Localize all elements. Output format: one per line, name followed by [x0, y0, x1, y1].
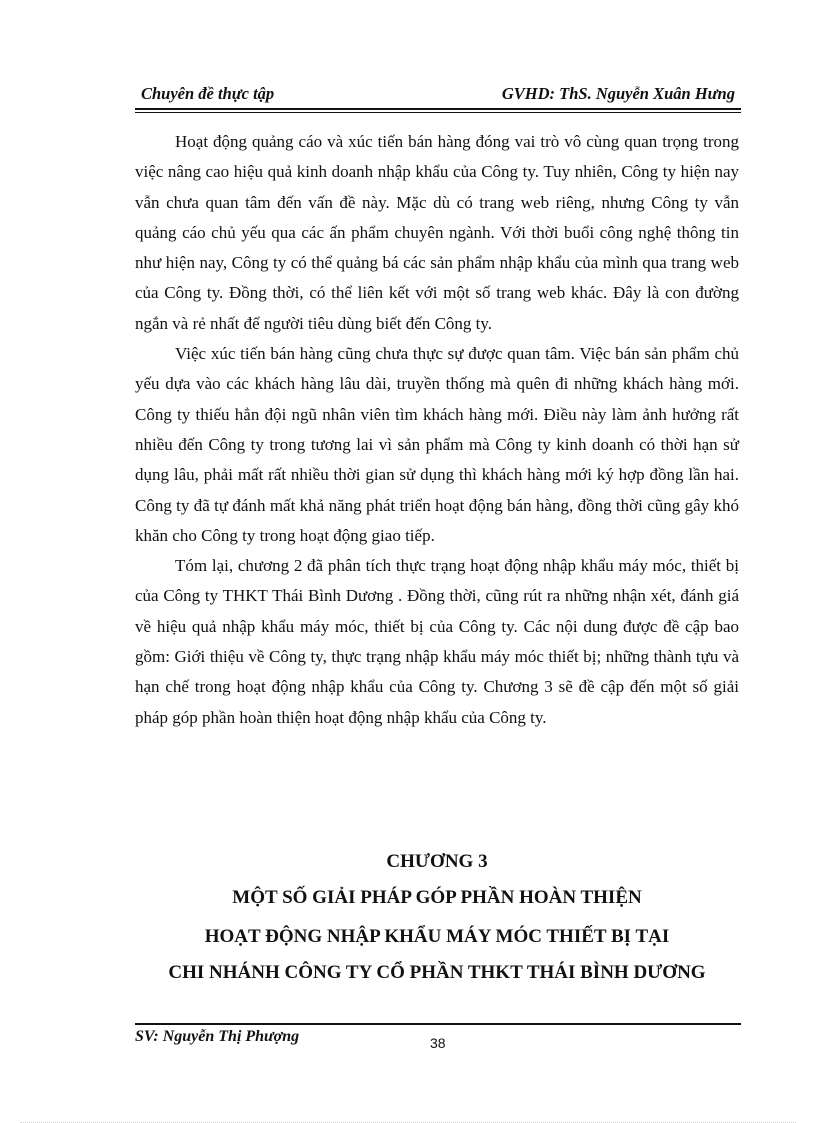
- paragraph-sales-promotion: Việc xúc tiến bán hàng cũng chưa thực sự được quan tâm. Việc bán sản phẩm chủ yếu dựa vào các khách hàng lâu dài, truyền thống mà quên đi những khách hàng mới. Công ty thiếu hẳn đội ngũ nhân viên tìm khách hàng mới. Điều này làm ảnh hưởng rất nhiều đến Công ty trong tương lai vì sản phẩm mà Công ty kinh doanh có thời hạn sử dụng lâu, phải mất rất nhiều thời gian sử dụng thì khách hàng mới ký hợp đồng lần hai. Công ty đã tự đánh mất khả năng phát triển hoạt động bán hàng, đồng thời cũng gây khó khăn cho Công ty trong hoạt động giao tiếp.: [135, 344, 739, 545]
- paragraph-advertising: Hoạt động quảng cáo và xúc tiến bán hàng đóng vai trò vô cùng quan trọng trong việc nâng cao hiệu quả kinh doanh nhập khẩu của Công ty. Tuy nhiên, Công ty hiện nay vẫn chưa quan tâm đến vấn đề này. Mặc dù có trang web riêng, nhưng Công ty vẫn quảng cáo chủ yếu qua các ấn phẩm chuyên ngành. Với thời buổi công nghệ thông tin như hiện nay, Công ty có thể quảng bá các sản phẩm nhập khẩu của mình qua trang web của Công ty. Đồng thời, có thể liên kết với một số trang web khác. Đây là con đường ngắn và rẻ nhất để người tiêu dùng biết đến Công ty.: [135, 132, 739, 333]
- chapter-title-line-3: CHI NHÁNH CÔNG TY CỔ PHẦN THKT THÁI BÌNH DƯƠNG: [168, 962, 706, 983]
- page-header: [135, 80, 741, 110]
- page-number: 38: [430, 1035, 446, 1051]
- header-report-title: Chuyên đề thực tập: [141, 84, 275, 103]
- header-rule: [135, 108, 741, 110]
- header-rule-thin: [135, 112, 741, 113]
- chapter-title-line-2: HOẠT ĐỘNG NHẬP KHẨU MÁY MÓC THIẾT BỊ TẠI: [204, 926, 670, 947]
- chapter-title-line-1: MỘT SỐ GIẢI PHÁP GÓP PHẦN HOÀN THIỆN: [232, 887, 642, 908]
- paragraph-summary: Tóm lại, chương 2 đã phân tích thực trạng hoạt động nhập khẩu máy móc, thiết bị của Công ty THKT Thái Bình Dương . Đồng thời, cũng rút ra những nhận xét, đánh giá về hiệu quả nhập khẩu máy móc, thiết bị của Công ty. Các nội dung được đề cập bao gồm: Giới thiệu về Công ty, thực trạng nhập khẩu máy móc thiết bị; những thành tựu và hạn chế trong hoạt động nhập khẩu của Công ty. Chương 3 sẽ đề cập đến một số giải pháp góp phần hoàn thiện hoạt động nhập khẩu của Công ty.: [135, 556, 739, 727]
- body-text: [135, 127, 739, 733]
- footer-student-name: SV: Nguyễn Thị Phượng: [135, 1028, 300, 1045]
- chapter-number: CHƯƠNG 3: [386, 851, 488, 872]
- footer-rule: [135, 1023, 741, 1025]
- header-supervisor: GVHD: ThS. Nguyễn Xuân Hưng: [501, 84, 735, 103]
